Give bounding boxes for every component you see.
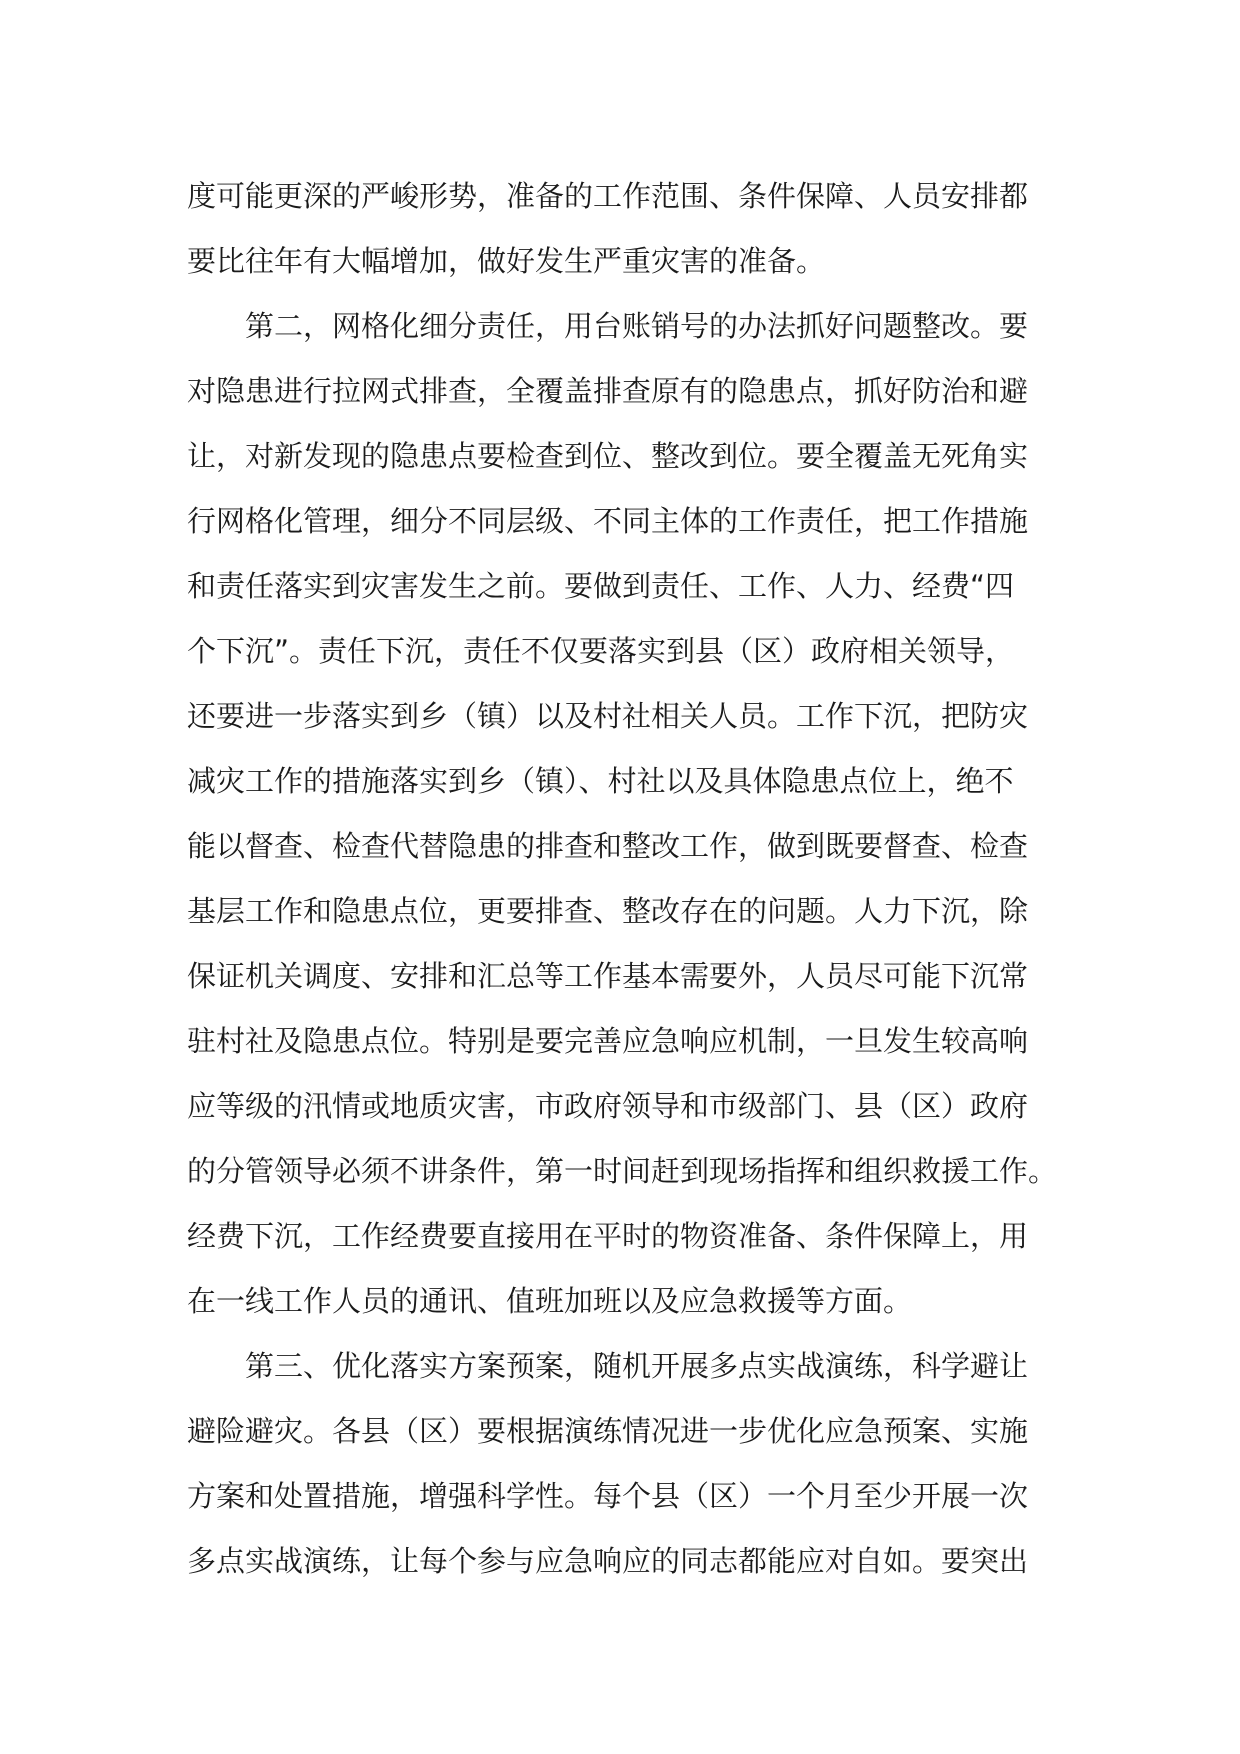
text-line: 个下沉”。责任下沉，责任不仅要落实到县（区）政府相关领导，	[187, 634, 1015, 668]
text-line: 在一线工作人员的通讯、值班加班以及应急救援等方面。	[187, 1284, 913, 1318]
text-line: 驻村社及隐患点位。特别是要完善应急响应机制，一旦发生较高响	[187, 1024, 1029, 1058]
text-line: 基层工作和隐患点位，更要排查、整改存在的问题。人力下沉，除	[187, 894, 1029, 928]
text-line: 减灾工作的措施落实到乡（镇）、村社以及具体隐患点位上，绝不	[187, 764, 1014, 798]
text-line: 还要进一步落实到乡（镇）以及村社相关人员。工作下沉，把防灾	[187, 699, 1029, 733]
body-text	[187, 164, 1067, 1594]
text-line: 度可能更深的严峻形势，准备的工作范围、条件保障、人员安排都	[187, 179, 1029, 213]
text-line: 避险避灾。各县（区）要根据演练情况进一步优化应急预案、实施	[187, 1414, 1029, 1448]
text-line: 方案和处置措施，增强科学性。每个县（区）一个月至少开展一次	[187, 1479, 1029, 1513]
paragraph-start-line: 第二，网格化细分责任，用台账销号的办法抓好问题整改。要	[187, 309, 1029, 343]
text-line: 对隐患进行拉网式排查，全覆盖排查原有的隐患点，抓好防治和避	[187, 374, 1029, 408]
text-line: 能以督查、检查代替隐患的排查和整改工作，做到既要督查、检查	[187, 829, 1029, 863]
text-line: 应等级的汛情或地质灾害，市政府领导和市级部门、县（区）政府	[187, 1089, 1029, 1123]
paragraph-start-line: 第三、优化落实方案预案，随机开展多点实战演练，科学避让	[187, 1349, 1029, 1383]
text-line: 和责任落实到灾害发生之前。要做到责任、工作、人力、经费“四	[187, 569, 1015, 603]
text-line: 保证机关调度、安排和汇总等工作基本需要外，人员尽可能下沉常	[187, 959, 1029, 993]
text-line: 多点实战演练，让每个参与应急响应的同志都能应对自如。要突出	[187, 1544, 1029, 1578]
text-line: 的分管领导必须不讲条件，第一时间赶到现场指挥和组织救援工作。	[187, 1154, 1058, 1188]
text-line: 经费下沉，工作经费要直接用在平时的物资准备、条件保障上，用	[187, 1219, 1029, 1253]
text-line: 行网格化管理，细分不同层级、不同主体的工作责任，把工作措施	[187, 504, 1029, 538]
text-line: 要比往年有大幅增加，做好发生严重灾害的准备。	[187, 244, 826, 278]
text-line: 让，对新发现的隐患点要检查到位、整改到位。要全覆盖无死角实	[187, 439, 1029, 473]
